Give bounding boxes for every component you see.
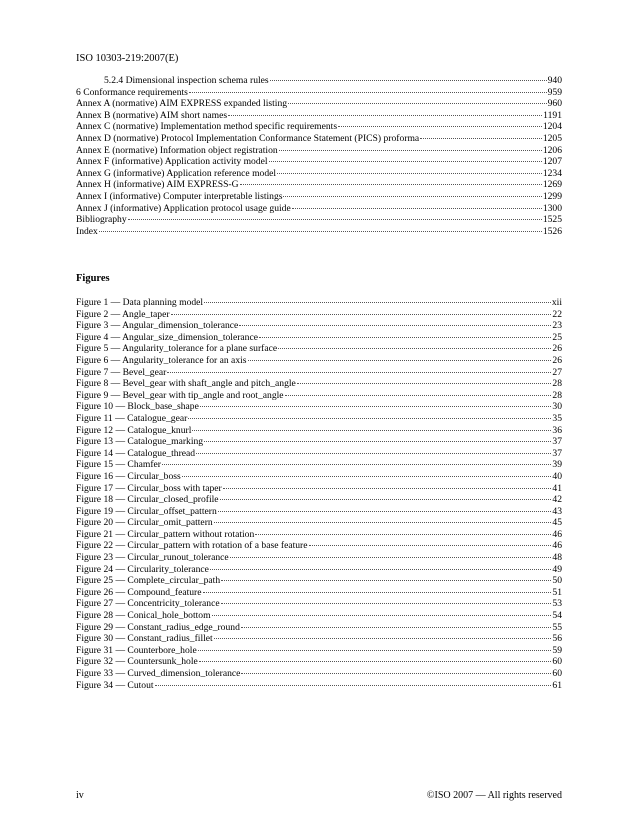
figure-entry-label: Figure 26 — Compound_feature — [76, 586, 202, 598]
figure-entry[interactable] — [76, 297, 562, 309]
figure-entry-page: 41 — [552, 482, 562, 494]
toc-entry-label: 5.2.4 Dimensional inspection schema rules — [104, 75, 269, 86]
toc-entry-page: 1525 — [542, 214, 562, 226]
figure-entry[interactable] — [76, 668, 562, 680]
figure-entry-page: 28 — [552, 389, 562, 401]
toc-entry-label: Annex B (normative) AIM short names — [76, 109, 228, 121]
dot-leader — [99, 231, 542, 232]
dot-leader — [248, 360, 552, 361]
figure-entry[interactable] — [76, 309, 562, 321]
figure-entry[interactable] — [76, 506, 562, 518]
toc-entry[interactable] — [76, 226, 562, 238]
figure-entry[interactable] — [76, 680, 562, 692]
dot-leader — [278, 348, 551, 349]
figure-entry[interactable] — [76, 436, 562, 448]
toc-entry-page: 1204 — [542, 121, 562, 133]
dot-leader — [214, 522, 552, 523]
figure-entry[interactable] — [76, 401, 562, 413]
figure-entry[interactable] — [76, 622, 562, 634]
figure-entry-page: 37 — [552, 436, 562, 448]
toc-entry-label: Annex A (normative) AIM EXPRESS expanded listing — [76, 98, 288, 110]
toc-entry-label: Index — [76, 225, 98, 237]
dot-leader — [241, 673, 551, 674]
toc-entry[interactable] — [76, 133, 562, 145]
figure-entry[interactable] — [76, 633, 562, 645]
figure-entry-label: Figure 29 — Constant_radius_edge_round — [76, 621, 240, 633]
figure-entry-page: 25 — [552, 331, 562, 343]
figure-entry-page: 26 — [552, 354, 562, 366]
figure-entry[interactable] — [76, 413, 562, 425]
toc-entry[interactable] — [76, 87, 562, 99]
figure-entry-page: 61 — [552, 679, 562, 691]
toc-entry[interactable] — [76, 214, 562, 226]
figure-entry[interactable] — [76, 564, 562, 576]
figure-entry-label: Figure 20 — Circular_omit_pattern — [76, 517, 213, 529]
figure-entry-label: Figure 16 — Circular_boss — [76, 470, 181, 482]
figure-entry-label: Figure 9 — Bevel_gear with tip_angle and root_angle — [76, 389, 284, 401]
dot-leader — [297, 383, 552, 384]
figure-entry[interactable] — [76, 552, 562, 564]
toc-entry[interactable] — [76, 145, 562, 157]
figure-entry-page: 49 — [552, 563, 562, 575]
figure-entry[interactable] — [76, 448, 562, 460]
toc-entry-page: 1299 — [542, 190, 562, 202]
toc-entry-label: Annex J (informative) Application protocol usage guide — [76, 202, 291, 214]
figure-entry[interactable] — [76, 529, 562, 541]
figure-entry-page: 60 — [552, 656, 562, 668]
figure-entry-page: 50 — [552, 575, 562, 587]
figure-entry-label: Figure 13 — Catalogue_marking — [76, 436, 204, 448]
figure-entry-label: Figure 1 — Data planning model — [76, 297, 204, 308]
toc-entry-page: 940 — [547, 75, 562, 86]
figure-entry-label: Figure 22 — Circular_pattern with rotation of a base feature — [76, 540, 308, 552]
toc-entry[interactable] — [76, 168, 562, 180]
figure-entry-page: 56 — [552, 633, 562, 645]
dot-leader — [162, 464, 551, 465]
figure-entry-page: 27 — [552, 366, 562, 378]
dot-leader — [223, 488, 552, 489]
toc-entry-page: 1234 — [542, 167, 562, 179]
dot-leader — [128, 219, 542, 220]
figure-entry-label: Figure 27 — Concentricity_tolerance — [76, 598, 220, 610]
dot-leader — [204, 302, 551, 303]
toc-entry-label: Annex E (normative) Information object registration — [76, 144, 278, 156]
dot-leader — [212, 615, 552, 616]
figure-entry[interactable] — [76, 656, 562, 668]
figure-entry-label: Figure 3 — Angular_dimension_tolerance — [76, 320, 239, 332]
toc-entry-page: 1207 — [542, 156, 562, 168]
dot-leader — [241, 627, 552, 628]
dot-leader — [270, 80, 547, 81]
dot-leader — [182, 476, 552, 477]
figure-entry[interactable] — [76, 332, 562, 344]
figure-entry[interactable] — [76, 320, 562, 332]
dot-leader — [200, 406, 552, 407]
toc-entry-page: 959 — [547, 86, 562, 98]
dot-leader — [230, 557, 552, 558]
dot-leader — [192, 430, 551, 431]
dot-leader — [285, 395, 552, 396]
figure-entry-label: Figure 12 — Catalogue_knurl — [76, 424, 192, 436]
dot-leader — [189, 92, 547, 93]
figure-entry-page: 54 — [552, 610, 562, 622]
figure-entry-page: 51 — [552, 586, 562, 598]
dot-leader — [277, 173, 542, 174]
figure-entry-label: Figure 18 — Circular_closed_profile — [76, 494, 219, 506]
toc-entry-label: Annex H (informative) AIM EXPRESS-G — [76, 179, 239, 191]
dot-leader — [338, 126, 542, 127]
figure-entry-label: Figure 4 — Angular_size_dimension_tolerance — [76, 331, 258, 343]
toc-entry[interactable] — [76, 203, 562, 215]
dot-leader — [279, 150, 542, 151]
toc-entry[interactable] — [76, 191, 562, 203]
dot-leader — [198, 650, 552, 651]
figure-entry-label: Figure 8 — Bevel_gear with shaft_angle and pitch_angle — [76, 378, 296, 390]
toc-entry[interactable] — [76, 156, 562, 168]
figure-entry-label: Figure 19 — Circular_offset_pattern — [76, 505, 217, 517]
dot-leader — [420, 138, 542, 139]
dot-leader — [221, 603, 552, 604]
figure-entry-page: 36 — [552, 424, 562, 436]
figure-entry[interactable] — [76, 390, 562, 402]
dot-leader — [214, 638, 552, 639]
dot-leader — [309, 545, 552, 546]
figure-entry-page: 22 — [552, 308, 562, 320]
figure-entry[interactable] — [76, 343, 562, 355]
dot-leader — [259, 337, 551, 338]
toc-entry-page: 1526 — [542, 225, 562, 237]
toc-entry-label: Annex C (normative) Implementation method specific requirements — [76, 121, 338, 133]
figure-entry-page: 37 — [552, 447, 562, 459]
figure-entry-page: 53 — [552, 598, 562, 610]
dot-leader — [240, 184, 542, 185]
figure-entry[interactable] — [76, 610, 562, 622]
toc-entry-page: 1191 — [543, 109, 562, 121]
figure-entry-page: 43 — [552, 505, 562, 517]
figure-entry-page: 39 — [552, 459, 562, 471]
dot-leader — [228, 115, 542, 116]
figure-entry[interactable] — [76, 598, 562, 610]
figure-entry-label: Figure 31 — Counterbore_hole — [76, 644, 197, 656]
figure-entry-label: Figure 34 — Cutout — [76, 679, 154, 691]
figure-entry-label: Figure 28 — Conical_hole_bottom — [76, 610, 211, 622]
toc-entry[interactable] — [76, 121, 562, 133]
figure-entry-page: 48 — [552, 552, 562, 564]
page-footer — [76, 790, 562, 801]
figure-entry-page: 42 — [552, 494, 562, 506]
figure-entry-label: Figure 30 — Constant_radius_fillet — [76, 633, 213, 645]
figure-entry[interactable] — [76, 425, 562, 437]
figure-entry-label: Figure 32 — Countersunk_hole — [76, 656, 198, 668]
figure-entry[interactable] — [76, 645, 562, 657]
dot-leader — [203, 592, 552, 593]
figure-entry[interactable] — [76, 517, 562, 529]
figure-entry[interactable] — [76, 575, 562, 587]
toc-entry[interactable] — [76, 179, 562, 191]
figure-entry-page: 60 — [552, 668, 562, 679]
dot-leader — [204, 441, 551, 442]
dot-leader — [221, 580, 551, 581]
dot-leader — [196, 453, 551, 454]
figure-entry-page: 23 — [552, 320, 562, 332]
document-header: ISO 10303-219:2007(E) — [76, 53, 179, 64]
figure-entry-page: 55 — [552, 621, 562, 633]
dot-leader — [239, 325, 551, 326]
toc-entry-page: 1205 — [542, 132, 562, 144]
toc-entry-label: Bibliography — [76, 214, 127, 226]
figure-entry-label: Figure 5 — Angularity_tolerance for a plane surface — [76, 343, 278, 355]
figure-entry[interactable] — [76, 471, 562, 483]
toc-entry-page: 1300 — [542, 202, 562, 214]
toc-entry-label: 6 Conformance requirements — [76, 86, 188, 98]
dot-leader — [292, 208, 542, 209]
figure-entry[interactable] — [76, 367, 562, 379]
dot-leader — [210, 569, 551, 570]
dot-leader — [171, 314, 552, 315]
dot-leader — [288, 103, 547, 104]
dot-leader — [188, 418, 551, 419]
figure-entry-page: 46 — [552, 540, 562, 552]
figure-entry-label: Figure 6 — Angularity_tolerance for an axis — [76, 354, 247, 366]
toc-entry[interactable] — [76, 98, 562, 110]
figure-entry-page: 59 — [552, 644, 562, 656]
figure-entry-label: Figure 17 — Circular_boss with taper — [76, 482, 222, 494]
figures-heading: Figures — [76, 273, 110, 284]
figure-entry-label: Figure 15 — Chamfer — [76, 459, 161, 471]
dot-leader — [155, 685, 552, 686]
figure-entry-label: Figure 10 — Block_base_shape — [76, 401, 199, 413]
dot-leader — [283, 196, 541, 197]
figure-entry-page: 46 — [552, 528, 562, 540]
dot-leader — [269, 161, 542, 162]
toc-entry-label: Annex G (informative) Application reference model — [76, 167, 277, 179]
dot-leader — [199, 661, 552, 662]
figure-entry-label: Figure 2 — Angle_taper — [76, 308, 170, 320]
dot-leader — [218, 511, 552, 512]
figure-entry-page: 30 — [552, 401, 562, 413]
toc-entry[interactable] — [76, 75, 562, 87]
toc-entry[interactable] — [76, 110, 562, 122]
footer-copyright: ©ISO 2007 — All rights reserved — [426, 790, 562, 801]
toc-entry-page: 960 — [547, 98, 562, 110]
figure-entry-page: 40 — [552, 470, 562, 482]
dot-leader — [167, 372, 551, 373]
figure-entry-label: Figure 11 — Catalogue_gear — [76, 412, 188, 424]
figure-entry[interactable] — [76, 378, 562, 390]
figure-entry-label: Figure 14 — Catalogue_thread — [76, 447, 196, 459]
figure-entry-label: Figure 33 — Curved_dimension_tolerance — [76, 668, 241, 679]
figure-entry-label: Figure 21 — Circular_pattern without rotation — [76, 528, 255, 540]
footer-page-number: iv — [76, 790, 84, 801]
figure-entry-page: 45 — [552, 517, 562, 529]
figure-entry[interactable] — [76, 494, 562, 506]
figure-entry-label: Figure 23 — Circular_runout_tolerance — [76, 552, 229, 564]
figure-entry[interactable] — [76, 540, 562, 552]
figure-entry[interactable] — [76, 459, 562, 471]
toc-entry-page: 1206 — [542, 144, 562, 156]
toc-entry-page: 1269 — [542, 179, 562, 191]
figure-entry-page: 28 — [552, 378, 562, 390]
figure-entry-page: 35 — [552, 412, 562, 424]
figure-entry-page: 26 — [552, 343, 562, 355]
figure-entry-label: Figure 24 — Circularity_tolerance — [76, 563, 209, 575]
figure-entry[interactable] — [76, 483, 562, 495]
figures-list — [76, 297, 562, 691]
toc-entry-label: Annex F (informative) Application activity model — [76, 156, 268, 168]
toc-entry-label: Annex D (normative) Protocol Implementation Conformance Statement (PICS) proforma — [76, 132, 420, 144]
toc-entry-label: Annex I (informative) Computer interpretable listings — [76, 190, 283, 202]
figure-entry-page: xii — [551, 297, 562, 308]
figure-entry[interactable] — [76, 587, 562, 599]
dot-leader — [220, 499, 552, 500]
figure-entry-label: Figure 25 — Complete_circular_path — [76, 575, 221, 587]
dot-leader — [255, 534, 551, 535]
figure-entry[interactable] — [76, 355, 562, 367]
figure-entry-label: Figure 7 — Bevel_gear — [76, 366, 167, 378]
toc-list — [76, 75, 562, 237]
